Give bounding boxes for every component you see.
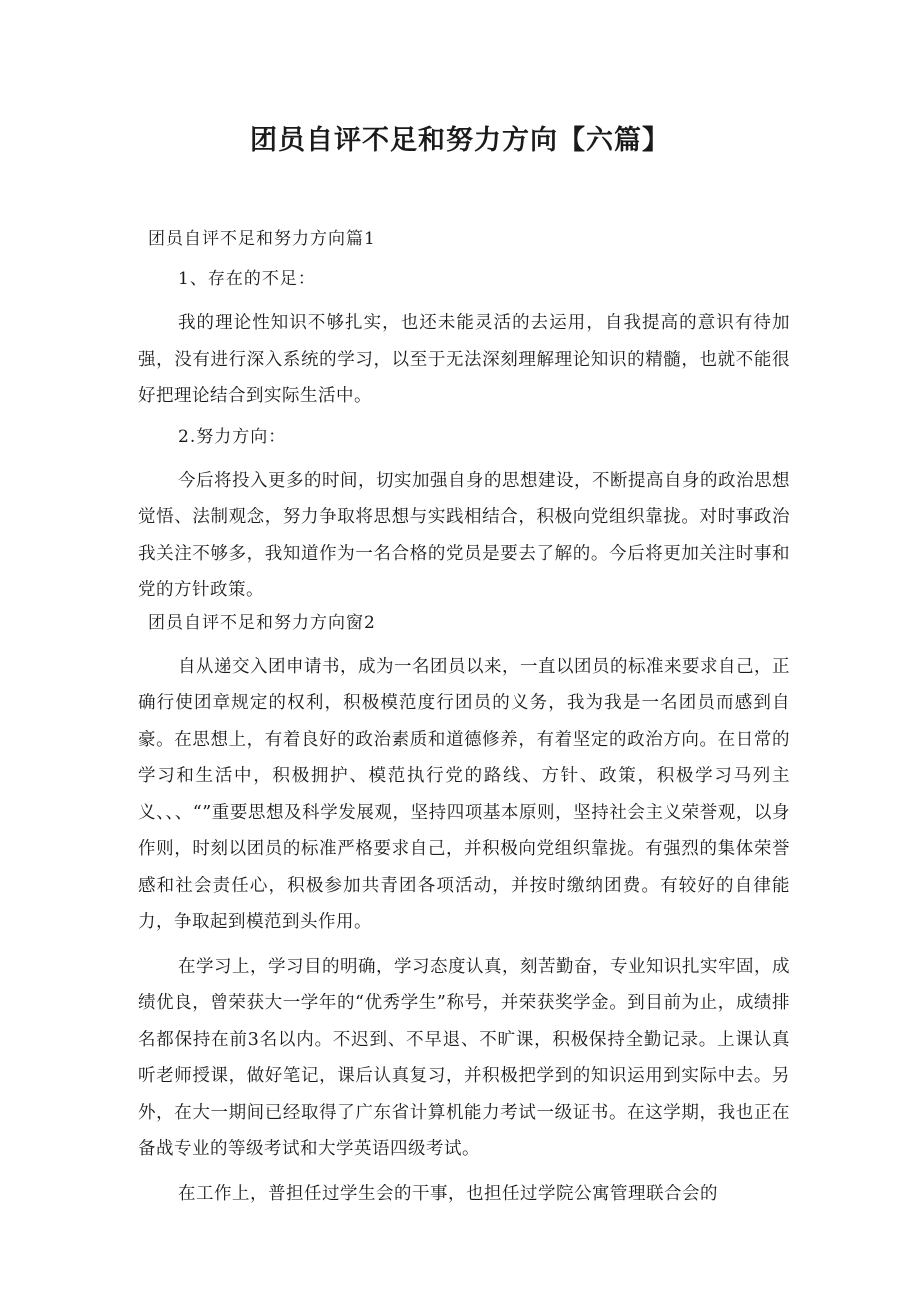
document-body: [138, 225, 790, 1220]
subheading-shortcomings: 1、存在的不足：: [178, 269, 316, 289]
paragraph-shortcomings: 我的理论性知识不够扎实，也还未能灵活的去运用，自我提高的意识有待加强，没有进行深入系统的学习，以至于无法深刻理解理论知识的精髓，也就不能很好把理论结合到实际生活中。: [138, 313, 790, 406]
paragraph-direction: 今后将投入更多的时间，切实加强自身的思想建设，不断提高自身的政治思想觉悟、法制观念，努力争取将思想与实践相结合，积极向党组织靠拢。对时事政治我关注不够多，我知道作为一名合格的党员是要去了解的。今后将更加关注时事和党的方针政策。: [138, 470, 790, 600]
paragraph-study: 在学习上，学习目的明确，学习态度认真，刻苦勤奋，专业知识扎实牢固，成绩优良，曾荣获大一学年的“优秀学生”称号，并荣获奖学金。到目前为止，成绩排名都保持在前3名以内。不迟到、不早退、不旷课，积极保持全勤记录。上课认真听老师授课，做好笔记，课后认真复习，并积极把学到的知识运用到实际中去。另外，在大一期间已经取得了广东省计算机能力考试一级证书。在这学期，我也正在备战专业的等级考试和大学英语四级考试。: [138, 956, 790, 1159]
paragraph-ideology: 自从递交入团申请书，成为一名团员以来，一直以团员的标准来要求自己，正确行使团章规定的权利，积极模范度行团员的义务，我为我是一名团员而感到自豪。在思想上，有着良好的政治素质和道德修养，有着坚定的政治方向。在日常的学习和生活中，积极拥护、模范执行党的路线、方针、政策，积极学习马列主义、、、“”重要思想及科学发展观，坚持四项基本原则，坚持社会主义荣誉观，以身作则，时刻以团员的标准严格要求自己，并积极向党组织靠拢。有强烈的集体荣誉感和社会责任心，积极参加共青团各项活动，并按时缴纳团费。有较好的自律能力，争取起到模范到头作用。: [138, 656, 790, 932]
document-title: 团员自评不足和努力方向【六篇】: [250, 125, 670, 156]
section-heading-1: 团员自评不足和努力方向篇1: [148, 229, 376, 249]
subheading-direction: 2.努力方向：: [178, 426, 287, 447]
paragraph-work: 在工作上，普担任过学生会的干事，也担任过学院公寓管理联合会的: [178, 1183, 718, 1204]
section-heading-2: 团员自评不足和努力方向窗2: [148, 612, 376, 633]
